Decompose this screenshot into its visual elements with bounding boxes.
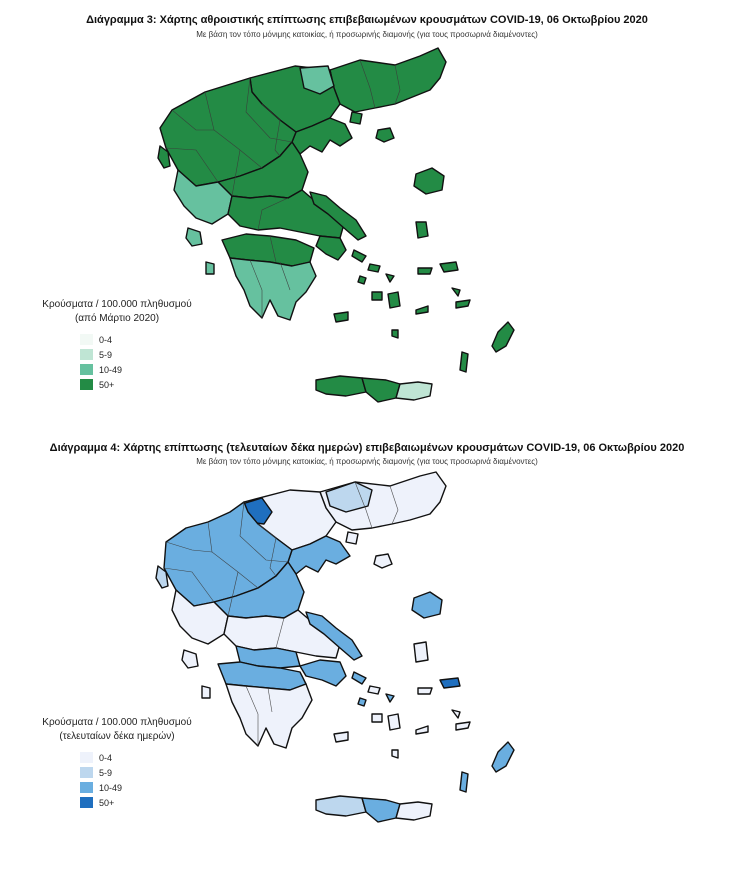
map-subtitle: Με βάση τον τόπο μόνιμης κατοικίας, ή προσωρινής διαμονής (για τους προσωρινά διαμένοντες) (196, 457, 538, 466)
legend-label: 50+ (99, 379, 115, 390)
region-kefalonia (182, 650, 198, 668)
region-karpathos (460, 352, 468, 372)
region-peloponnese-south (230, 258, 316, 320)
region-crete-east (396, 382, 432, 400)
legend-item (80, 750, 212, 765)
region-attica (300, 660, 346, 686)
region-limnos (376, 128, 394, 142)
region-crete-west (316, 376, 366, 396)
region-kos (456, 300, 470, 308)
legend-title-line1: Κρούσματα / 100.000 πληθυσμού (42, 717, 192, 728)
legend-item (80, 377, 212, 392)
region-kalymnos (452, 288, 460, 296)
legend-title-line2: (τελευταίων δέκα ημερών) (59, 731, 175, 742)
region-rhodes (492, 322, 514, 352)
region-syros (358, 698, 366, 706)
legend-swatch (80, 782, 93, 793)
greece-map-ten-day (0, 432, 734, 886)
legend-label: 10-49 (99, 782, 123, 793)
region-andros (352, 250, 366, 262)
legend-item (80, 362, 212, 377)
region-karpathos (460, 772, 468, 792)
region-paros (372, 714, 382, 722)
region-amorgos (416, 306, 428, 314)
region-milos (334, 732, 348, 742)
legend-item (80, 347, 212, 362)
legend-swatch (80, 364, 93, 375)
legend-label: 50+ (99, 797, 115, 808)
region-zakynthos (206, 262, 214, 274)
region-ikaria (418, 688, 432, 694)
region-mykonos (386, 694, 394, 702)
legend-item (80, 765, 212, 780)
region-thassos (350, 112, 362, 124)
legend-title (22, 298, 212, 326)
region-naxos (388, 292, 400, 308)
legend-item (80, 795, 212, 810)
legend-swatch (80, 767, 93, 778)
region-tinos (368, 686, 380, 694)
legend (22, 298, 212, 392)
region-kos (456, 722, 470, 730)
map-title: Διάγραμμα 4: Χάρτης επίπτωσης (τελευταίων δέκα ημερών) επιβεβαιωμένων κρουσμάτων COVID-19, 06 Οκτωβρίου 2020 (49, 442, 685, 454)
region-crete-mid (362, 378, 400, 402)
region-samos (440, 678, 460, 688)
region-santorini (392, 750, 398, 758)
region-ikaria (418, 268, 432, 274)
region-syros (358, 276, 366, 284)
region-milos (334, 312, 348, 322)
legend-label: 0-4 (99, 334, 113, 345)
legend-title-line1: Κρούσματα / 100.000 πληθυσμού (42, 299, 192, 310)
region-lesvos (414, 168, 444, 194)
region-limnos (374, 554, 392, 568)
region-amorgos (416, 726, 428, 734)
region-kalymnos (452, 710, 460, 718)
region-thrace (330, 48, 446, 112)
region-paros (372, 292, 382, 300)
cumulative-incidence-map-panel (0, 0, 734, 430)
region-rhodes (492, 742, 514, 772)
region-mykonos (386, 274, 394, 282)
region-zakynthos (202, 686, 210, 698)
region-kefalonia (186, 228, 202, 246)
region-lesvos (412, 592, 442, 618)
legend-label: 5-9 (99, 349, 113, 360)
legend-label: 0-4 (99, 752, 113, 763)
legend-item (80, 780, 212, 795)
region-samos (440, 262, 458, 272)
legend-swatch (80, 334, 93, 345)
region-crete-mid (362, 798, 400, 822)
region-chios (414, 642, 428, 662)
legend-label: 5-9 (99, 767, 113, 778)
region-attica (316, 236, 346, 260)
legend-label: 10-49 (99, 364, 123, 375)
region-santorini (392, 330, 398, 338)
region-tinos (368, 264, 380, 272)
legend-list (80, 332, 212, 392)
region-andros (352, 672, 366, 684)
region-crete-east (396, 802, 432, 820)
legend-swatch (80, 752, 93, 763)
map-subtitle: Με βάση τον τόπο μόνιμης κατοικίας, ή προσωρινής διαμονής (για τους προσωρινά διαμένοντες) (196, 30, 538, 39)
region-crete-west (316, 796, 366, 816)
legend-list (80, 750, 212, 810)
legend-title-line2: (από Μάρτιο 2020) (74, 313, 160, 324)
region-thassos (346, 532, 358, 544)
legend (22, 716, 212, 810)
legend-swatch (80, 797, 93, 808)
region-chios (416, 222, 428, 238)
legend-title (22, 716, 212, 744)
legend-item (80, 332, 212, 347)
map-title: Διάγραμμα 3: Χάρτης αθροιστικής επίπτωσης επιβεβαιωμένων κρουσμάτων COVID-19, 06 Οκτωβρίου 2020 (86, 14, 648, 26)
region-naxos (388, 714, 400, 730)
legend-swatch (80, 379, 93, 390)
ten-day-incidence-map-panel (0, 432, 734, 886)
legend-swatch (80, 349, 93, 360)
